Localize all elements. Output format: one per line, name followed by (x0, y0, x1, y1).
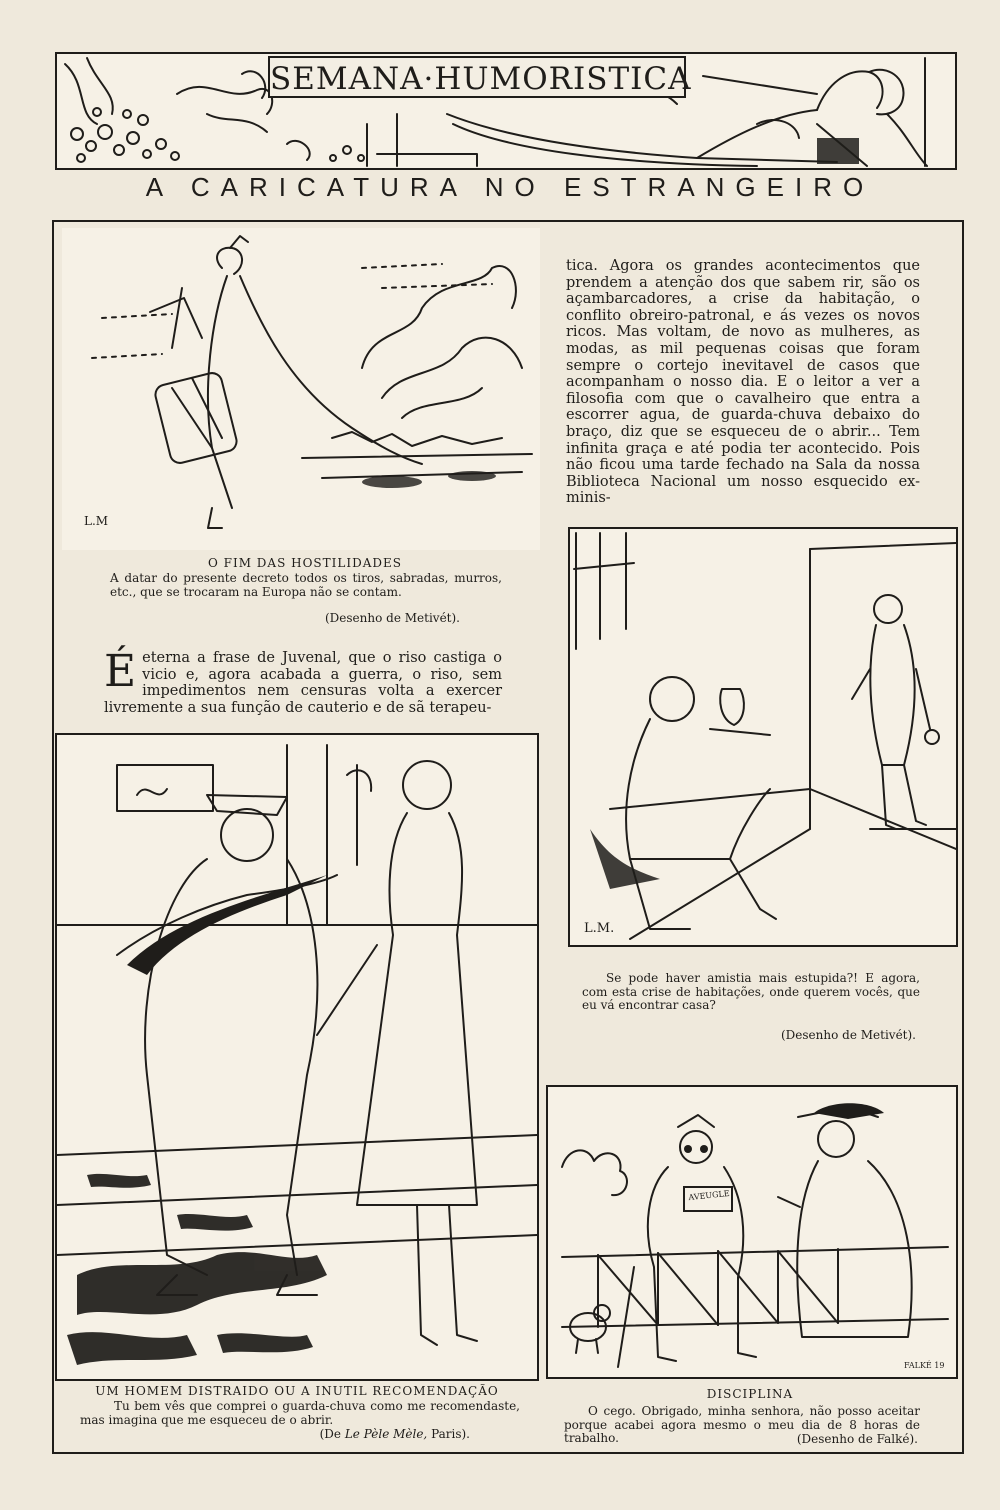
cartoon-amnistia (568, 527, 958, 947)
cartoon-amnistia-drawing (570, 529, 956, 945)
section-subtitle: A CARICATURA NO ESTRANGEIRO (145, 172, 875, 202)
cartoon-3-credit-suffix: Paris). (431, 1427, 470, 1441)
cartoon-2-caption: Se pode haver amistia mais estupida?! E agora, com esta crise de habitações, onde querem vocês, que eu vá encontrar casa? (582, 971, 920, 1012)
cartoon-4-caption: O cego. Obrigado, minha senhora, não posso aceitar porque acabei agora mesmo o meu dia de 8 horas de trabalho. (564, 1404, 920, 1445)
cartoon-1-credit: (Desenho de Metivét). (324, 611, 460, 625)
cartoon-3-title: UM HOMEM DISTRAIDO OU A INUTIL RECOMENDAÇÃO (95, 1384, 499, 1398)
cartoon-3-credit-source: Le Pèle Mèle, (344, 1427, 428, 1441)
intro-dropcap: É (104, 646, 137, 697)
cartoon-homem-distraido-drawing (57, 735, 537, 1379)
cartoon-homem-distraido (55, 733, 539, 1381)
masthead-title: SEMANA·HUMORISTICA (268, 56, 686, 98)
cartoon-disciplina (546, 1085, 958, 1379)
intro-paragraph (104, 646, 502, 716)
cartoon-disciplina-drawing (548, 1087, 956, 1377)
intro-text: eterna a frase de Juvenal, que o riso castiga o vicio e, agora acabada a guerra, o riso, sem impedimentos nem censuras volta a exercer livremente a sua função de cauterio e de sã terapeu- (104, 650, 502, 716)
article-continuation: tica. Agora os grandes acontecimentos que prendem a atenção dos que sabem rir, são os açambarcadores, a crise da habitação, o conflito obreiro-patronal, e ás vezes os novos ricos. Mas voltam, de novo as mulheres, as modas, as mil pequenas coisas que foram sempre o cortejo inevitavel de casos que acompanham o nosso dia. E o leitor a ver a filosofia com que o cavalheiro que entra a escorrer agua, de guarda-chuva debaixo do braço, diz que se esqueceu de o abrir... Tem infinita graça e até podia ter acontecido. Pois não ficou uma tarde fechado na Sala da nossa Biblioteca Nacional um nosso esquecido ex-minis- (566, 258, 920, 507)
cartoon-4-signature: FALKÉ 19 (904, 1361, 945, 1370)
cartoon-1-title: O FIM DAS HOSTILIDADES (207, 556, 402, 570)
cartoon-fim-hostilidades-drawing (62, 228, 540, 550)
cartoon-3-credit (250, 1427, 470, 1441)
cartoon-2-signature: L.M. (584, 921, 615, 936)
cartoon-4-credit: (Desenho de Falké). (796, 1432, 918, 1446)
cartoon-3-caption: Tu bem vês que comprei o guarda-chuva como me recomendaste, mas imagina que me esqueceu de o abrir. (80, 1399, 520, 1427)
cartoon-4-title: DISCIPLINA (706, 1387, 794, 1401)
cartoon-1-signature: L.M (84, 514, 109, 528)
cartoon-4-sign: AVEUGLE (688, 1188, 730, 1203)
cartoon-3-credit-prefix: (De (319, 1427, 341, 1441)
cartoon-fim-hostilidades (62, 228, 540, 550)
cartoon-1-caption: A datar do presente decreto todos os tiros, sabradas, murros, etc., que se trocaram na Europa não se contam. (110, 571, 502, 599)
cartoon-2-credit: (Desenho de Metivét). (780, 1028, 916, 1042)
